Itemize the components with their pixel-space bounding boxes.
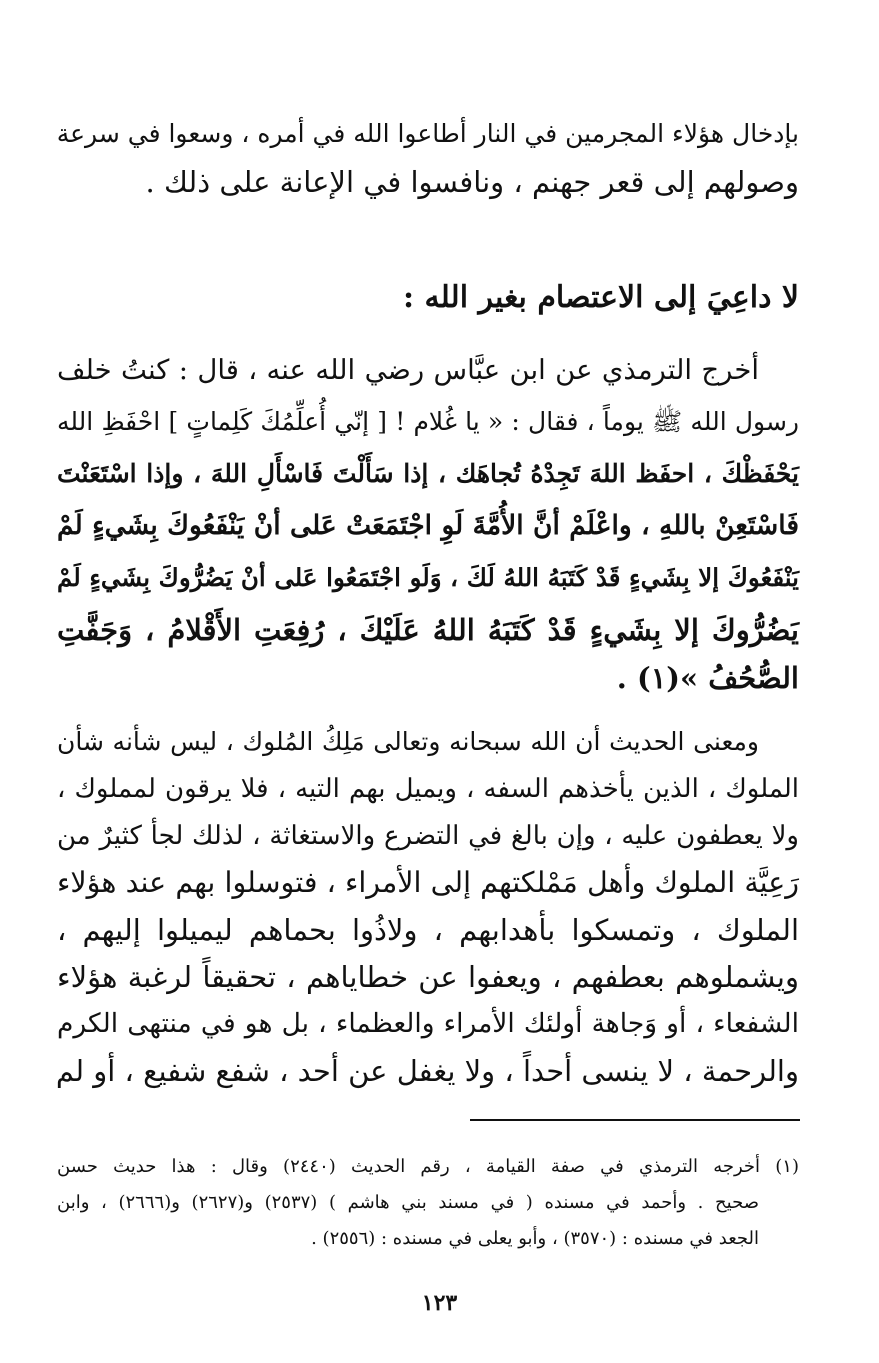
text-line: الشفعاء ، أو وَجاهة أولئك الأمراء والعظماء ، بل هو في منتهى الكرم xyxy=(57,1008,799,1039)
text-line: ولا يعطفون عليه ، وإن بالغ في التضرع والاستغاثة ، لذلك لجأ كثيرٌ من xyxy=(57,821,799,851)
text-line: فَاسْتَعِنْ باللهِ ، واعْلَمْ أنَّ الأُمَّةَ لَوِ اجْتَمَعَتْ عَلى أنْ يَنْفَعُوكَ بِشَيءٍ لَمْ xyxy=(57,510,799,541)
text-line: رسول الله ﷺ يوماً ، فقال : « يا غُلام ! [ إنّي أُعلِّمُكَ كَلِماتٍ ] احْفَظِ الله xyxy=(57,407,799,436)
text-line: رَعِيَّة الملوك وأهل مَمْلكتهم إلى الأمراء ، فتوسلوا بهم عند هؤلاء xyxy=(57,866,799,899)
text-line: الصُّحُفُ »(١) . xyxy=(616,661,799,695)
text-line: يَضُرُّوكَ إلا بِشَيءٍ قَدْ كَتَبَهُ اللهُ عَلَيْكَ ، رُفِعَتِ الأَقْلامُ ، وَجَفَّتِ xyxy=(57,613,799,647)
text-line: يَحْفَظْكَ ، احفَظ اللهَ تَجِدْهُ تُجاهَك ، إذا سَأَلْتَ فَاسْأَلِ اللهَ ، وإذا اسْتَعَنْتَ xyxy=(57,459,799,488)
text-line: بإدخال هؤلاء المجرمين في النار أطاعوا الله في أمره ، وسعوا في سرعة xyxy=(56,119,799,148)
text-line: وصولهم إلى قعر جهنم ، ونافسوا في الإعانة على ذلك . xyxy=(145,165,799,199)
footnote-divider xyxy=(470,1119,800,1121)
section-heading: لا داعِيَ إلى الاعتصام بغير الله : xyxy=(403,280,799,315)
text-line: ويشملوهم بعطفهم ، ويعفوا عن خطاياهم ، تحقيقاً لرغبة هؤلاء xyxy=(57,960,799,994)
text-line: والرحمة ، لا ينسى أحداً ، ولا يغفل عن أحد ، شفع شفيع ، أو لم xyxy=(55,1054,799,1088)
text-line: الملوك ، الذين يأخذهم السفه ، ويميل بهم التيه ، فلا يرقون لمملوك ، xyxy=(57,774,799,804)
text-line: أخرج الترمذي عن ابن عبَّاس رضي الله عنه ، قال : كنتُ خلف xyxy=(57,354,759,386)
text-line: الملوك ، وتمسكوا بأهدابهم ، ولاذُوا بحماهم ليميلوا إليهم ، xyxy=(57,913,799,947)
footnote-line: الجعد في مسنده : (٣٥٧٠) ، وأبو يعلى في مسنده : (٢٥٥٦) . xyxy=(311,1228,759,1249)
footnote-line: صحيح . وأحمد في مسنده ( في مسند بني هاشم ) (٢٥٣٧) و(٢٦٢٧) و(٢٦٦٦) ، وابن xyxy=(57,1192,759,1213)
text-line: يَنْفَعُوكَ إلا بِشَيءٍ قَدْ كَتَبَهُ اللهُ لَكَ ، وَلَو اجْتَمَعُوا عَلى أنْ يَضُرُّوكَ بِشَيءٍ لَمْ xyxy=(57,563,799,592)
footnote-line: (١) أخرجه الترمذي في صفة القيامة ، رقم الحديث (٢٤٤٠) وقال : هذا حديث حسن xyxy=(57,1156,799,1177)
text-line: ومعنى الحديث أن الله سبحانه وتعالى مَلِكُ المُلوك ، ليس شأنه شأن xyxy=(57,727,759,756)
page-number: ١٢٣ xyxy=(421,1290,458,1316)
